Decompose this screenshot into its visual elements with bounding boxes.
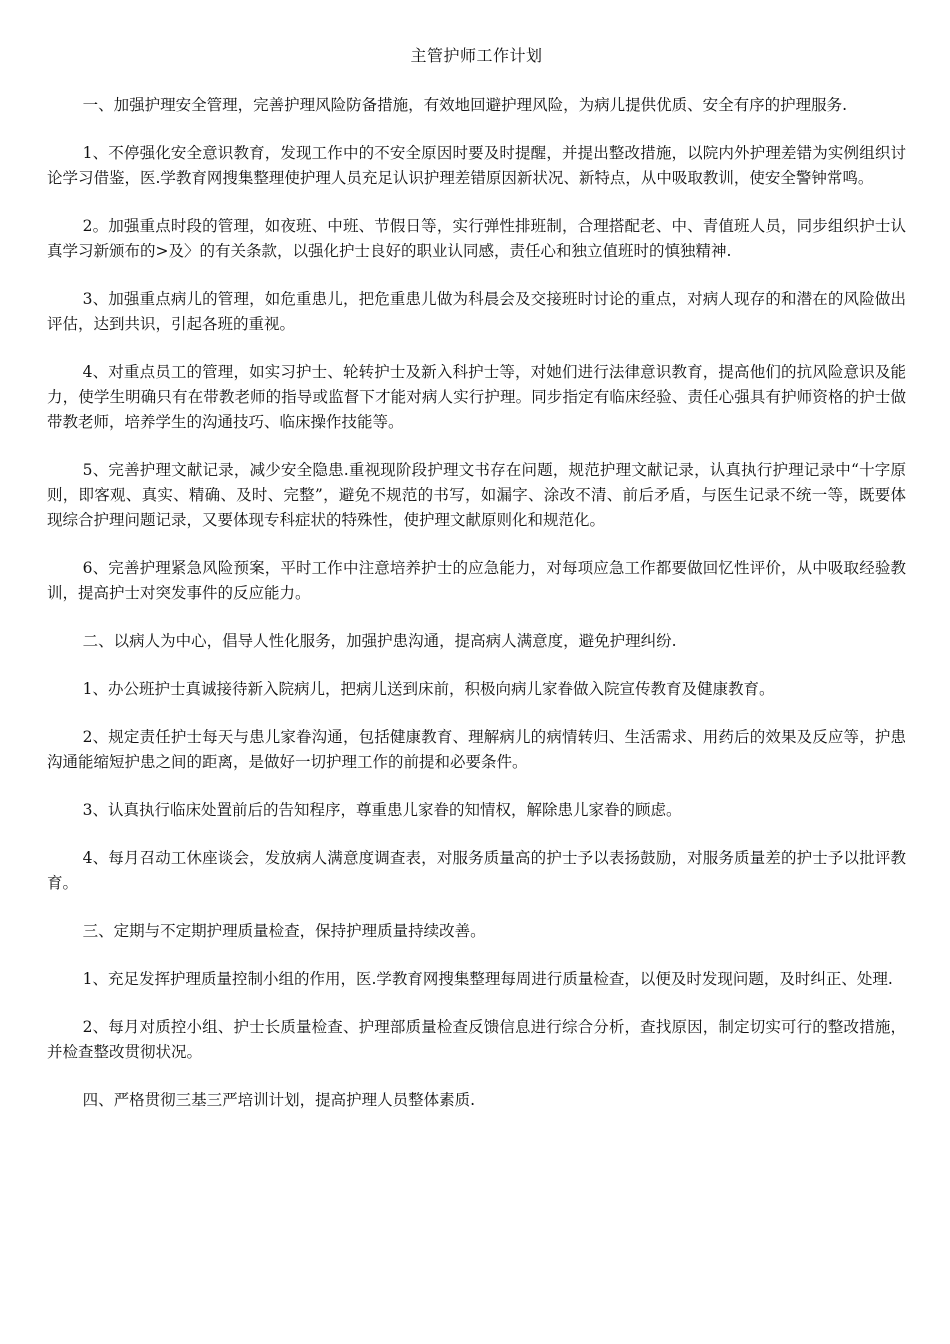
section-1-item-2: 2。加强重点时段的管理，如夜班、中班、节假日等，实行弹性排班制，合理搭配老、中、青值班人员，同步组织护士认真学习新颁布的>及〉的有关条款，以强化护士良好的职业认同感，责任心和独立值班时的慎独精神. (47, 217, 906, 260)
section-3-heading: 三、定期与不定期护理质量检查，保持护理质量持续改善。 (82, 922, 486, 940)
section-2-item-1: 1、办公班护士真诚接待新入院病儿，把病儿送到床前，积极向病儿家眷做入院宣传教育及健康教育。 (82, 680, 775, 698)
section-2-item-4: 4、每月召动工休座谈会，发放病人满意度调查表，对服务质量高的护士予以表扬鼓励，对服务质量差的护士予以批评教育。 (47, 849, 906, 892)
section-4-heading: 四、严格贯彻三基三严培训计划，提高护理人员整体素质. (82, 1091, 476, 1109)
section-2-item-2: 2、规定责任护士每天与患儿家眷沟通，包括健康教育、理解病儿的病情转归、生活需求、用药后的效果及反应等，护患沟通能缩短护患之间的距离，是做好一切护理工作的前提和必要条件。 (47, 728, 906, 771)
section-3-item-2: 2、每月对质控小组、护士长质量检查、护理部质量检查反馈信息进行综合分析，查找原因，制定切实可行的整改措施，并检查整改贯彻状况。 (47, 1018, 906, 1061)
section-1-item-5: 5、完善护理文献记录，减少安全隐患.重视现阶段护理文书存在问题，规范护理文献记录，认真执行护理记录中“十字原则，即客观、真实、精确、及时、完整”，避免不规范的书写，如漏字、涂改不清、前后矛盾，与医生记录不统一等，既要体现综合护理问题记录，又要体现专科症状的特殊性，使护理文献原则化和规范化。 (47, 461, 906, 529)
section-2-heading: 二、以病人为中心，倡导人性化服务，加强护患沟通，提高病人满意度，避免护理纠纷. (82, 632, 677, 650)
document-title: 主管护师工作计划 (410, 46, 543, 65)
section-2-item-3: 3、认真执行临床处置前后的告知程序，尊重患儿家眷的知情权，解除患儿家眷的顾虑。 (82, 801, 682, 819)
section-1-item-4: 4、对重点员工的管理，如实习护士、轮转护士及新入科护士等，对她们进行法律意识教育，提高他们的抗风险意识及能力，使学生明确只有在带教老师的指导或监督下才能对病人实行护理。同步指定有临床经验、责任心强具有护师资格的护士做带教老师，培养学生的沟通技巧、临床操作技能等。 (47, 363, 906, 431)
section-1-heading: 一、加强护理安全管理，完善护理风险防备措施，有效地回避护理风险，为病儿提供优质、安全有序的护理服务. (82, 96, 848, 114)
section-1-item-6: 6、完善护理紧急风险预案，平时工作中注意培养护士的应急能力，对每项应急工作都要做回忆性评价，从中吸取经验教训，提高护士对突发事件的反应能力。 (47, 559, 906, 602)
section-1-item-3: 3、加强重点病儿的管理，如危重患儿，把危重患儿做为科晨会及交接班时讨论的重点，对病人现存的和潜在的风险做出评估，达到共识，引起各班的重视。 (47, 290, 906, 333)
section-3-item-1: 1、充足发挥护理质量控制小组的作用，医.学教育网搜集整理每周进行质量检查，以便及时发现问题，及时纠正、处理. (82, 970, 893, 988)
section-1-item-1: 1、不停强化安全意识教育，发现工作中的不安全原因时要及时提醒，并提出整改措施，以院内外护理差错为实例组织讨论学习借鉴，医.学教育网搜集整理使护理人员充足认识护理差错原因新状况、新特点，从中吸取教训，使安全警钟常鸣。 (47, 144, 906, 187)
